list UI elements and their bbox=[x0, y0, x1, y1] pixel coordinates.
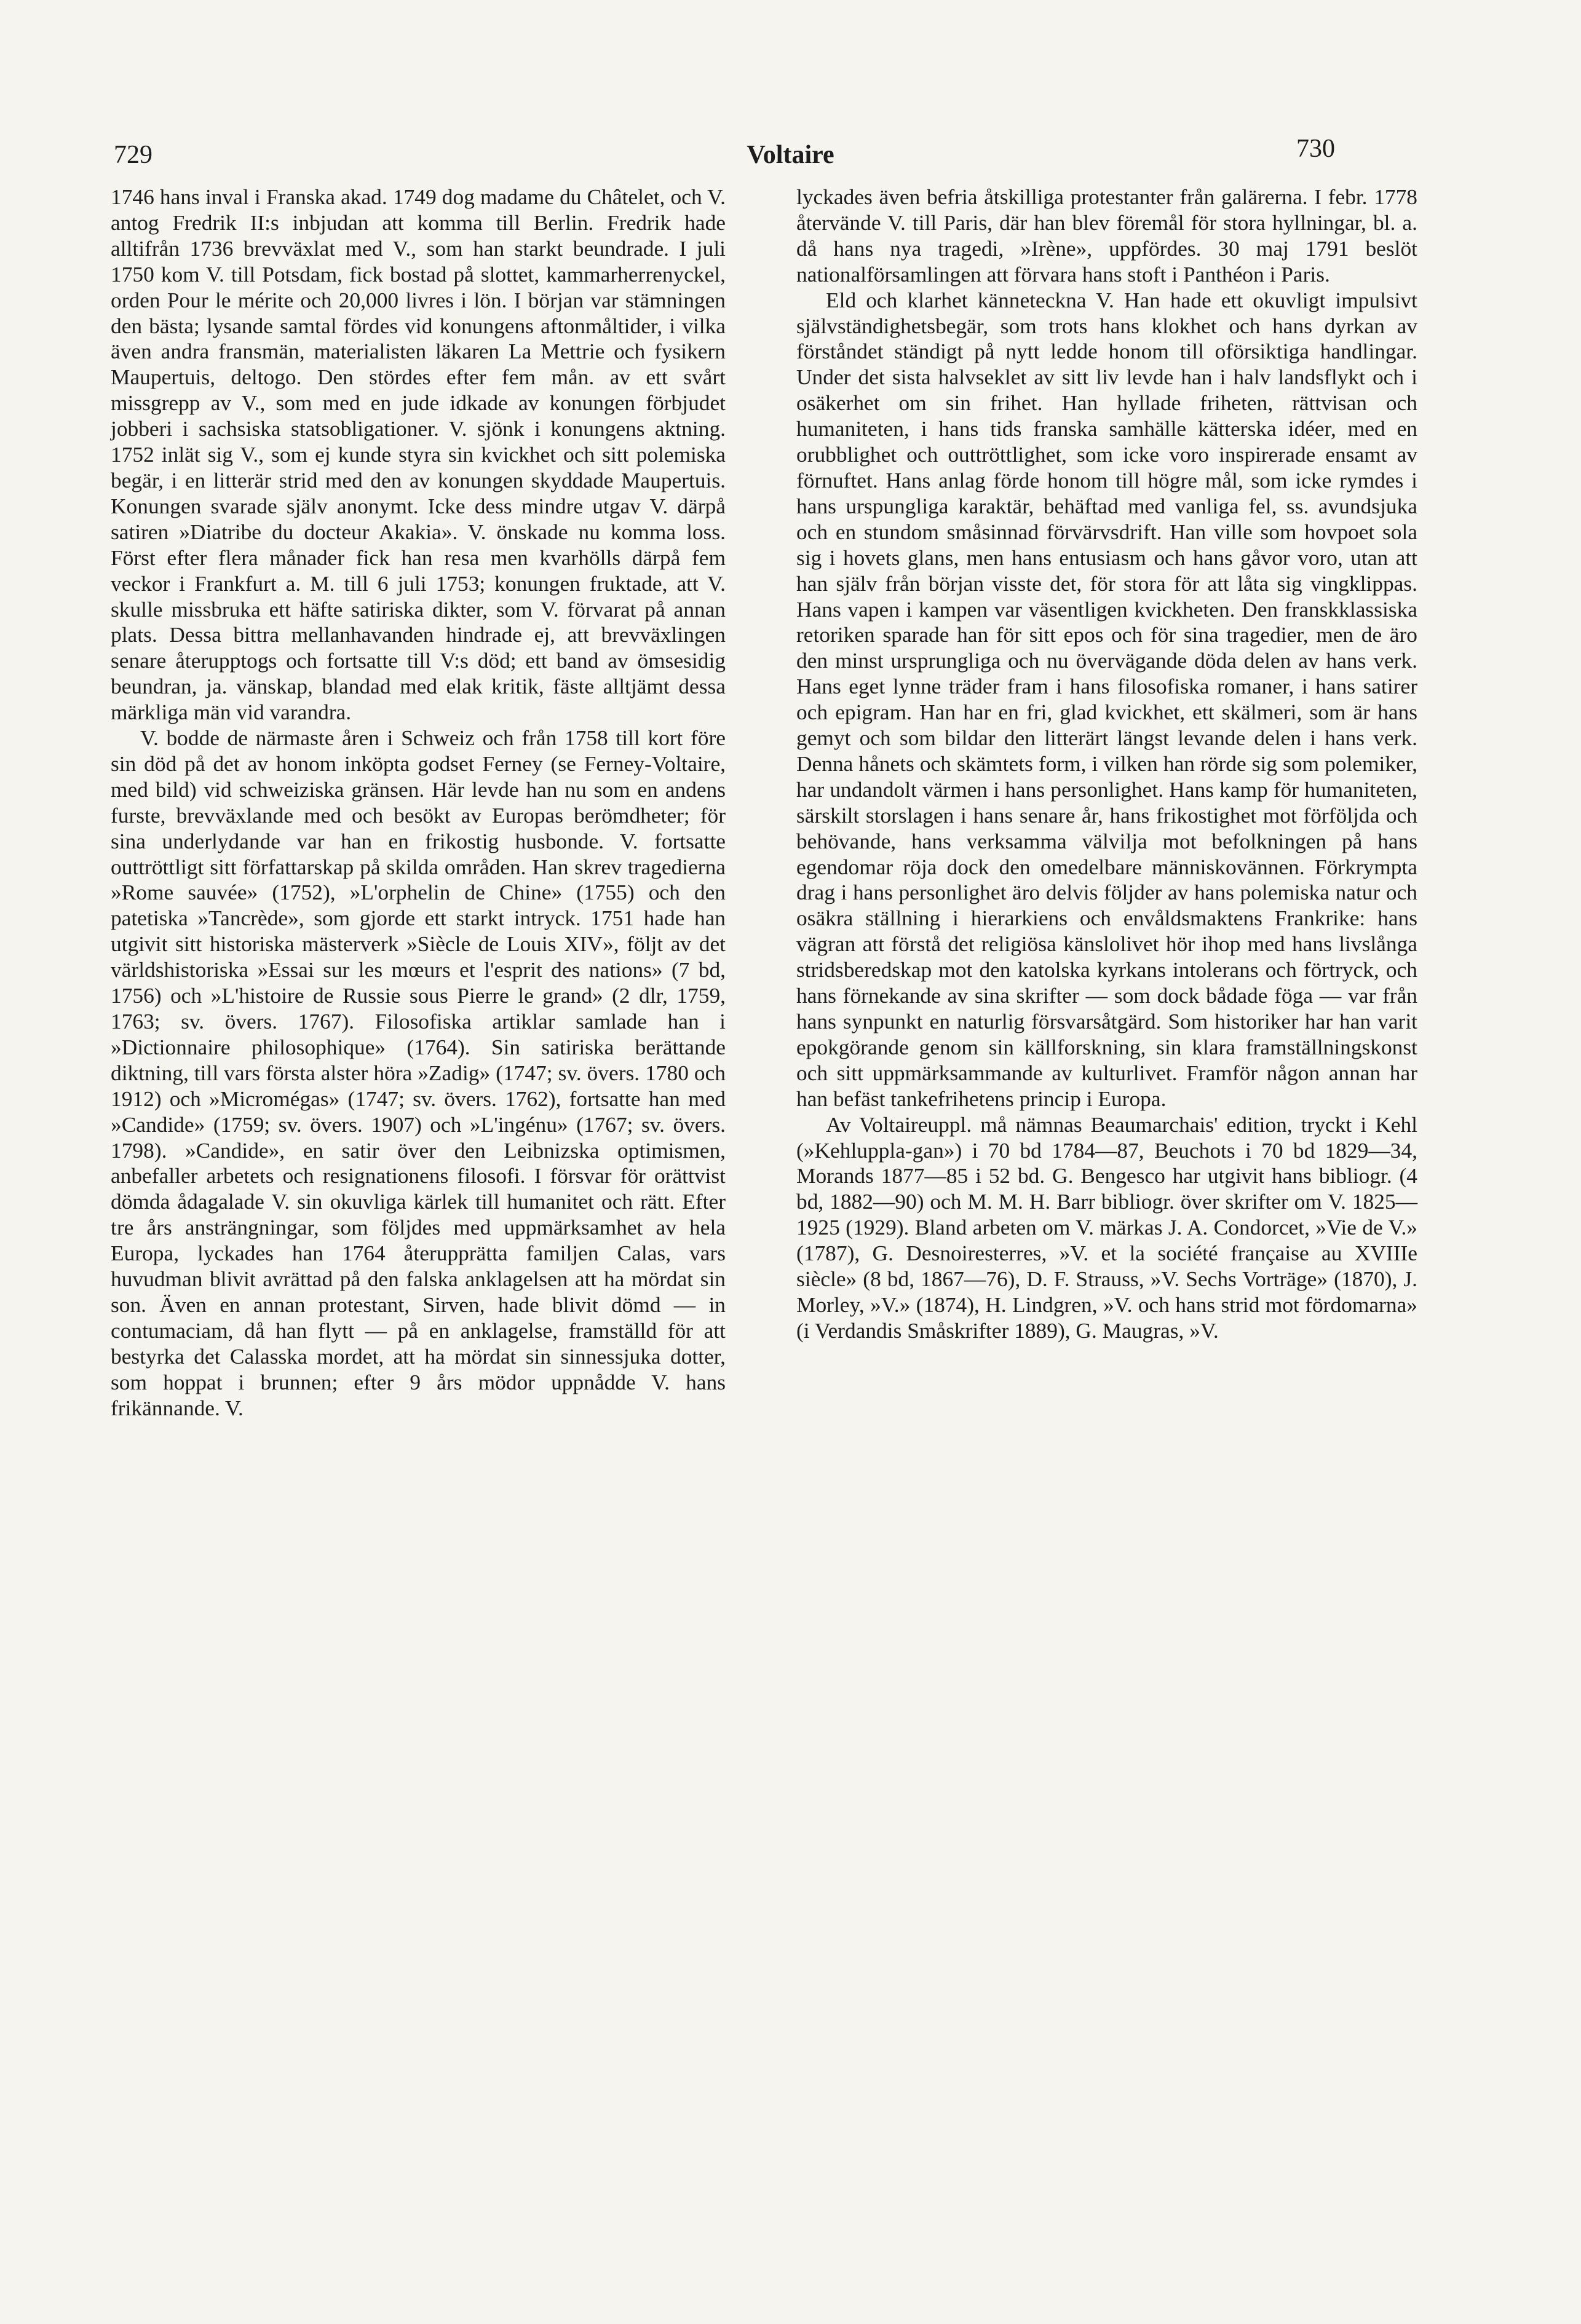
page-header bbox=[0, 135, 1581, 177]
paragraph: 1746 hans inval i Franska akad. 1749 dog madame du Châtelet, och V. antog Fredrik II:s inbjudan att komma till Berlin. Fredrik hade alltifrån 1736 brevväxlat med V., som han starkt beundrade. I juli 1750 kom V. till Potsdam, fick bostad på slottet, kammarherrenyckel, orden Pour le mérite och 20,000 livres i lön. I början var stämningen den bästa; lysande samtal fördes vid konungens aftonmåltider, i vilka även andra fransmän, materialisten läkaren La Mettrie och fysikern Maupertuis, deltogo. Den stördes efter fem mån. av ett svårt missgrepp av V., som med en jude idkade av konungen förbjudet jobberi i sachsiska statsobligationer. V. sjönk i konungens aktning. 1752 inlät sig V., som ej kunde styra sin kvickhet och sitt polemiska begär, i en litterär strid med den av konungen skyddade Maupertuis. Konungen svarade själv anonymt. Icke dess mindre utgav V. därpå satiren »Diatribe du docteur Akakia». V. önskade nu komma loss. Först efter flera månader fick han resa men kvarhölls därpå fem veckor i Frankfurt a. M. till 6 juli 1753; konungen fruktade, att V. skulle missbruka ett häfte satiriska dikter, som V. förvarat på annan plats. Dessa bittra mellanhavanden hindrade ej, att brevväxlingen senare återupptogs och fortsatte till V:s död; ett band av ömsesidig beundran, ja. vänskap, blandad med elak kritik, fäste alltjämt dessa märkliga män vid varandra. bbox=[111, 184, 726, 725]
paragraph: lyckades även befria åtskilliga protestanter från galärerna. I febr. 1778 återvände V. till Paris, där han blev föremål för stora hyllningar, bl. a. då hans nya tragedi, »Irène», uppfördes. 30 maj 1791 beslöt nationalförsamlingen att förvara hans stoft i Panthéon i Paris. bbox=[796, 184, 1417, 287]
page-number-right: 730 bbox=[1296, 135, 1335, 163]
running-title: Voltaire bbox=[747, 141, 834, 169]
paragraph: V. bodde de närmaste åren i Schweiz och från 1758 till kort före sin död på det av honom inköpta godset Ferney (se Ferney-Voltaire, med bild) vid schweiziska gränsen. Här levde han nu som en andens furste, brevväxlande med och besökt av Europas berömdheter; för sina underlydande var han en frikostig husbonde. V. fortsatte outtröttligt sitt författarskap på skilda områden. Han skrev tragedierna »Rome sauvée» (1752), »L'orphelin de Chine» (1755) och den patetiska »Tancrède», som gjorde ett starkt intryck. 1751 hade han utgivit sitt historiska mästerverk »Siècle de Louis XIV», följt av det världshistoriska »Essai sur les mœurs et l'esprit des nations» (7 bd, 1756) och »L'histoire de Russie sous Pierre le grand» (2 dlr, 1759, 1763; sv. övers. 1767). Filosofiska artiklar samlade han i »Dictionnaire philosophique» (1764). Sin satiriska berättande diktning, till vars första alster höra »Zadig» (1747; sv. övers. 1780 och 1912) och »Micromégas» (1747; sv. övers. 1762), fortsatte han med »Candide» (1759; sv. övers. 1907) och »L'ingénu» (1767; sv. övers. 1798). »Candide», en satir över den Leibnizska optimismen, anbefaller arbetets och resignationens filosofi. I försvar för orättvist dömda ådagalade V. sin okuvliga kärlek till humanitet och rätt. Efter tre års ansträngningar, som följdes med uppmärksamhet av hela Europa, lyckades han 1764 återupprätta familjen Calas, vars huvudman blivit avrättad på den falska anklagelsen att ha mördat sin son. Även en annan protestant, Sirven, hade blivit dömd — in contumaciam, då han flytt — på en anklagelse, framställd för att bestyrka det Calasska mordet, att ha mördat sin sinnessjuka dotter, som hoppat i brunnen; efter 9 års mödor uppnådde V. hans frikännande. V. bbox=[111, 725, 726, 1420]
page-number-left: 729 bbox=[114, 141, 153, 169]
left-column bbox=[111, 184, 726, 1421]
paragraph: Av Voltaireuppl. må nämnas Beaumarchais' edition, tryckt i Kehl (»Kehluppla-gan») i 70 bd 1784—87, Beuchots i 70 bd 1829—34, Morands 1877—85 i 52 bd. G. Bengesco har utgivit hans bibliogr. (4 bd, 1882—90) och M. M. H. Barr bibliogr. över skrifter om V. 1825—1925 (1929). Bland arbeten om V. märkas J. A. Condorcet, »Vie de V.» (1787), G. Desnoiresterres, »V. et la société française au XVIIIe siècle» (8 bd, 1867—76), D. F. Strauss, »V. Sechs Vorträge» (1870), J. Morley, »V.» (1874), H. Lindgren, »V. och hans strid mot fördomarna» (i Verdandis Småskrifter 1889), G. Maugras, »V. bbox=[796, 1112, 1417, 1343]
right-column bbox=[796, 184, 1417, 1344]
paragraph: Eld och klarhet känneteckna V. Han hade ett okuvligt impulsivt självständighetsbegär, som trots hans klokhet och hans dyrkan av förståndet ständigt på nytt ledde honom till oförsiktiga handlingar. Under det sista halvseklet av sitt liv levde han i halv landsflykt och i osäkerhet om sin frihet. Han hyllade friheten, rättvisan och humaniteten, i hans tids franska samhälle kätterska idéer, med en orubblighet och outtröttlighet, som icke voro inspirerade ensamt av förnuftet. Hans anlag förde honom till högre mål, som icke rymdes i hans urspungliga karaktär, behäftad med vanliga fel, ss. avundsjuka och en stundom småsinnad förvärvsdrift. Han ville som hovpoet sola sig i hovets glans, men hans entusiasm och hans gåvor voro, utan att han själv från början visste det, för stora för att låta sig vingklippas. Hans vapen i kampen var väsentligen kvickheten. Den franskklassiska retoriken sparade han för sitt epos och för sina tragedier, men de äro den minst ursprungliga och nu övervägande döda delen av hans verk. Hans eget lynne träder fram i hans filosofiska romaner, i hans satirer och epigram. Han har en fri, glad kvickhet, ett skälmeri, som är hans gemyt och som bildar den litterärt längst levande delen i hans verk. Denna hånets och skämtets form, i vilken han rörde sig som polemiker, har undandolt värmen i hans personlighet. Hans kamp för humaniteten, särskilt storslagen i hans senare år, hans frikostighet mot förföljda och behövande, hans verksamma välvilja mot befolkningen på hans egendomar röja dock den omedelbare människovännen. Förkrympta drag i hans personlighet äro delvis följder av hans polemiska natur och osäkra ställning i hierarkiens och envåldsmaktens Frankrike: hans vägran att förstå det religiösa känslolivet hör ihop med hans livslånga stridsberedskap mot den katolska kyrkans intolerans och förtryck, och hans förnekande av sina skrifter — som dock bådade föga — var från hans synpunkt en naturlig försvarsåtgärd. Som historiker har han varit epokgörande genom sin källforskning, sin klara framställningskonst och sitt uppmärksammande av kulturlivet. Framför någon annan har han befäst tankefrihetens princip i Europa. bbox=[796, 287, 1417, 1111]
